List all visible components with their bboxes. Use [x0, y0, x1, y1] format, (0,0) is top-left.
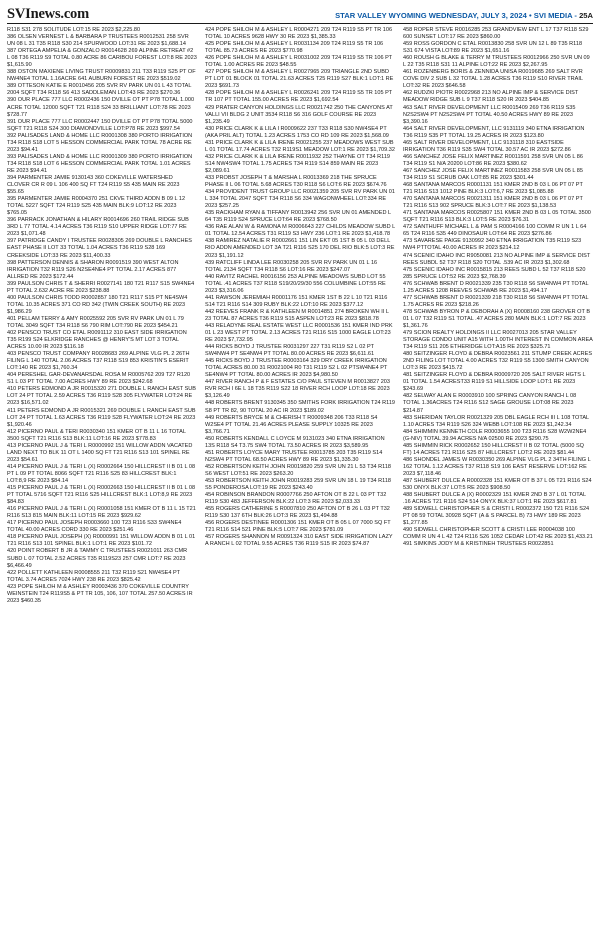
tax-listing-entry: 394 PARMENTER JAMIE 9130143 360 COKEVILLE WATERSHED CLOVER CR R 09 L 106 400 SQ FT T24 R119 S5 435 MAIN RE 2023 $55.65	[7, 174, 180, 196]
site-name: SVInews.com	[7, 6, 89, 22]
tax-listing-entry: 410 PETERS EDMOND A JR R0015320 271 DOUBLE L RANCH EAST SUB LOT 24 PT TOTAL 2.59 ACRES T36 R119 S28 305 FLYWATER LOT:24 RE 2023 $16,571.02	[7, 386, 196, 407]
tax-listing-entry: 487 SHUBERT DULCE A R0002328 151 KMER OT B 37 L 05 T21 R116 S24 530 ONYX BLK:37 LOT:5 RE 2023 $908.50	[403, 478, 592, 492]
tax-listing-entry: 466 SANCHEZ JOSE FELIX MARTINEZ R0011591 258 SVR UN 05 L 86 T34 R119 S1 N/A 20200 LOT:86 RE 2023 $380.62	[403, 153, 583, 167]
publication-name: STAR VALLEY WYOMING	[335, 11, 427, 20]
tax-listing-entry: 454 ROBINSON BRANDON R0007766 250 AFTON OT B 22 L 03 PT T32 R119 S30 483 JEFFERSON BLK:22 LOT:3 RE 2023 $2,033.33	[205, 492, 387, 506]
tax-listing-entry: 440 RAVITZ RACHEL R0016156 253 ALPINE MEADOWS SUBD LOT 55 TOTAL .41 ACRES T37 R118 S19/20/29/30 556 COLUMBINE LOT:55 RE 2023 $3,316.06	[205, 273, 386, 294]
tax-listing-entry: 462 RUDZKI PIOTR R0022968 213 NO ALPINE IMP & SERVICE DIST MEADOW RIDGE SUB L 9 T37 R118 S20 IR 2023 $404.85	[403, 90, 579, 104]
tax-listing-entry: 396 PARRACK JONATHAN & HILARY R0014696 260 TRAIL RIDGE SUB 3RD L 77 TOTAL 4.14 ACRES T36 R119 S10 UPPER RIDGE LOT:77 RE 2023 $1,071.48	[7, 217, 189, 238]
tax-listing-entry: 401 PELLAM TERRY & AMY R0025592 205 SVR RV PARK UN 01 L 79 TOTAL 3049 SQFT T34 R118 S6 790 RIM LOT:790 RE 2023 $454.21	[7, 315, 184, 329]
tax-listing-entry: 475 SCENIC IDAHO INC R0015815 213 REES SUBD L 52 T37 R118 S20 285 SPRUCE LOT:52 RE 2023 $2,768.39	[403, 266, 586, 280]
section-name: SVI MEDIA	[533, 11, 573, 20]
tax-listing-entry: 460 ROUSH G BLAKE & TERRY M TRUSTEES R0012966 250 SVR UN 09 L 22 T35 R118 S31 11 ALPINE LOT:22 RE 2023 $2,267.95	[403, 55, 590, 69]
column-3	[403, 27, 593, 605]
tax-listing-entry: 427 POPE SHILOH M & ASHLEY L R0027965 209 TRIANGLE 2ND SUBD PT LOT 01 BLOCK 01 TOTAL 21.63 ACRES T25 R119 S27 BLK:1 LOT:1 RE 2023 $691.73	[205, 69, 394, 90]
tax-listing-entry: 439 RATCLIFF LINDA LEE R0030258 205 SVR RV PARK UN 01 L 16 TOTAL 2134 SQFT T34 R118 S6 LOT:16 RE 2023 $247.07	[205, 259, 378, 273]
tax-listing-entry: 444 RICKS BOYD J TRUSTEE R0031297 227 T31 R119 S2 L 02 PT SW4NW4 PT SE4NW4 PT TOTAL 80.00 ACRES RE 2023 $6,611.61	[205, 344, 375, 358]
tax-listing-entry: 416 PICERNO PAUL J & TERI L (X) R0001058 151 KMER OT B 11 L 15 T21 R116 S13 815 MAIN BLK:11 LOT:15 RE 2023 $929.62	[7, 506, 196, 520]
tax-listing-entry: 433 PROBST JOSEPH T & MARSHA L R0013369 218 THE SPRUCE PHASE II L 06 TOTAL 5.68 ACRES T30 R118 S6 LOT:6 RE 2023 $674.76	[205, 174, 387, 189]
tax-listing-entry: 420 POINT ROBERT B JR & TAMMY C TRUSTEES R0021011 263 CMR SUBD L 07 TOTAL 2.52 ACRES T35 R119S23 257 CMR LOT:7 RE 2023 $6,466.49	[7, 548, 188, 569]
tax-listing-entry: 447 RIVER RANCH P & F ESTATES C/O PAUL STEVEN M R0013827 203 RVR RCH I 6E L 18 T35 R119 S22 18 RIVER RCH LOOP LOT:18 RE 2023 $3,126.49	[205, 379, 390, 400]
tax-listing-entry: 458 ROPER STEVE R0016285 253 GRANDVIEW ENT L 17 T37 R118 S29 600 SUNSET LOT:17 RE 2023 $860.00	[403, 27, 589, 41]
masthead	[7, 4, 593, 21]
column-2	[205, 27, 395, 605]
tax-listing-entry: 477 SCHWAB BRENT D R0021339 218 T30 R118 S6 SW4NW4 PT TOTAL 1.75 ACRES RE 2023 $218.26	[403, 294, 589, 308]
tax-listing-entry: 476 SCHWAB BRENT D R0021339 235 T30 R118 S6 SW4NW4 PT TOTAL 1.25 ACRES 1208 REEVES SCHWAB RE 2023 $1,494.17	[403, 280, 589, 294]
header-rule	[7, 23, 593, 24]
tax-listing-entry: 423 POPE SHILOH M & ASHLEY R0003436 370 COKEVILLE COUNTRY WEINSTEIN T24 R119S5 & PT TR 105, 106, 107 TOTAL 257.50 ACRES IR 2023 $460.35	[7, 583, 193, 604]
tax-listing-entry: 404 PERESHEL GAR-DEVANARSDAL ROSA M R0005762 209 T27 R120 S1 L 03 PT TOTAL 7.00 ACRES HWY 89 RE 2023 $242.68	[7, 372, 191, 386]
tax-listing-entry: 435 RACKHAM RYAN & TIFFANY R0013942 256 SVR UN 01 AMENDED L 64 T35 R119 S24 SPRUCE LOT:64 RE 2023 $768.50	[205, 210, 391, 224]
tax-listing-entry: 431 PRICE CLARK K & LILA IRENE R0021255 237 MEADOWS WEST SUB L 01 TOTAL 17.74 ACRES T32 R119S1 MEADOW LOT:1 RE 2023 $1,709.32	[205, 139, 395, 153]
tax-listing-entry: 386 OLSEN VERNEST L & BARBARA P TRUSTEES R0012531 258 SVR UN 08 L 31 T35 R118 S30 214 SPURWOOD LOT:31 RE 2023 $1,688.14	[7, 34, 189, 48]
tax-listing-entry: 411 PETERS EDMOND A JR R0015321 269 DOUBLE L RANCH EAST SUB LOT 24 PT TOTAL 1.63 ACRES T36 R119 S28 FLYWATER LOT:24 RE 2023 $1,920.46	[7, 407, 196, 428]
tax-listing-entry: 414 PICERNO PAUL J & TERI L (X) R0002664 150 HILLCREST II B 01 L 08 PT L 09 PT TOTAL 8066 SQFT T21 R116 S25 83 HILLCREST BLK:1 LOT:8,9 RE 2023 $84.14	[7, 463, 196, 484]
tax-listing-entry: 429 PRATER CANYON HOLDINGS LLC R0021742 250 THE CANYONS AT VALLI VII BLDG 2 UNIT 3534 R118 S6 316 GOLF COURSE RE 2023 $1,235.49	[205, 104, 393, 125]
tax-listing-entry: 461 ROZENBERG BORIS & ZENNIDA UNISA R0019685 269 SALT RVR COVE DIV 2 SUB L 32 TOTAL 1.28 ACRES T36 R119 S10 RIVER TRAIL LOT:32 RE 2023 $646.58	[403, 69, 583, 90]
tax-listing-entry: 467 SANCHEZ JOSE FELIX MARTINEZ R0011583 258 SVR UN 05 L 85 T34 R119 S1 SCRUB OAK LOT:85 RE 2023 $301.44	[403, 167, 583, 181]
tax-listing-entry: 436 RAE ALAN W & RAMONA M R0006643 227 CHILDS MEADOW SUBD L 01 TOTAL 12.54 ACRES T31 R119 S3 HWY 236 LOT:1 RE 2023 $1,418.78	[205, 224, 395, 238]
tax-listing-entry: 424 POPE SHILOH M & ASHLEY L R0004271 209 T24 R119 S5 PT TR 106 TOTAL 10 ACRES 9628 HWY 30 RE 2023 $1,385.33	[205, 27, 393, 41]
tax-listing-entry: 418 PICERNO PAUL JOSEPH (X) R0000991 151 WILLOW ADDN B 01 L 01 T21 R116 S13 101 SPINEL BLK:1 LOT:1 RE 2023 $101.72	[7, 534, 196, 548]
page-number: 25A	[579, 11, 593, 20]
column-1	[7, 27, 197, 605]
tax-listing-entry: 388 OSTON MAXIENE LIVING TRUST R0009831 211 T33 R119 S25 PT OF NW4NE4 TOTAL 1.16ACRE 641 AUBURN FOREST RE 2023 $519.02	[7, 69, 196, 83]
tax-listing-entry: 387 ORTEGA AMPELIA & GONZALO R0014628 269 ALPINE RETREAT #2 L 08 T36 R119 S9 TOTAL 0.80 ACRE 86 CARIBOU FOREST LOT:8 RE 2023 $1,615.90	[7, 48, 197, 69]
tax-listing-entry: 390 OUR PLACE 777 LLC R0002436 150 DVILLE OT PT P78 TOTAL 1.000 ACRE TOTAL 12000 SQFT T21 R118 S24 33 BRILLIANT LOT:78 RE 2023 $728.77	[7, 97, 195, 118]
tax-listing-entry: 402 PENSCO TRUST CO ETAL R0091112 310 EAST SIDE IRRIGATION T35 R199 S24 ELKRIDGE RANCHES @ HENRY'S MT LOT 3 TOTAL ACRES 10.00 IR 2023 $116.18	[7, 330, 187, 351]
tax-listing-entry: 481 SEITZINGER FLOYD & DEBRA R0009720 205 SALT RIVER HGTS L 01 TOTAL 1.54 ACREST33 R119 S1 HILLSIDE LOOP LOT:1 RE 2023 $243.69	[403, 372, 586, 393]
tax-listing-entry: 459 ROSS GORDON C ETAL R0013830 258 SVR UN 12 L 89 T35 R118 S31 674 VISTA LOT:89 RE 2023 $1,651.16	[403, 41, 583, 55]
tax-listing-entry: 426 POPE SHILOH M & ASHLEY L R0031002 209 T24 R119 S5 TR 106 PT TOTAL 1.00 ACRES RE 2023 $48.55	[205, 55, 393, 69]
tax-listing-entry: 473 SAVARESE PAIGE 9130992 340 ETNA IRRIGATION T35 R119 S23 NW4 PTTOTAL 40.00 ACRES IR 2023 $214.12	[403, 238, 582, 252]
tax-listing-entry: 397 PATRIDGE CANDY I TRUSTEE R0028305 269 DOUBLE L RANCHES EAST PHASE II LOT 33 TOTAL 1.04 ACRES T36 R119 S28 169 CREEKSIDE LOT:33 RE 2023 $11,400.33	[7, 238, 192, 259]
tax-listing-entry: 485 SHIMMIN RICK R0002652 150 HILLCREST II B 02 TOTAL (5000 SQ FT) 14 ACRES T21 R116 S25 87 HILLCREST LOT:2 RE 2023 $81.44	[403, 442, 584, 456]
tax-listing-entry: 463 SALT RIVER DEVELOPMENT LLC R0015409 269 T36 R119 S35 N2S2SW4 PT N2S2SW4 PT TOTAL 40.50 ACRES HWY 89 RE 2023 $3,390.16	[403, 104, 576, 125]
tax-listing-entry: 450 ROBERTS KENDALL C LOYCE M 9131023 340 ETNA IRRIGATION 13S R118 S4 T3.75 SW4 TOTAL 73.50 ACRES IR 2023 $3,589.95	[205, 435, 385, 449]
tax-listing-entry: 422 POLLETT KATHLEEN R0008555 211 T32 R119 S21 NW4SE4 PT TOTAL 3.74 ACRES 7024 HWY 238 RE 2023 $825.42	[7, 569, 180, 583]
tax-listing-entry: 471 SANTANA MARCOS R0025807 151 KMER 2ND B 03 L 05 TOTAL 3500 SQFT T21 R116 S13 BLK:3 LOT:5 RE 2023 $76.31	[403, 210, 591, 224]
tax-listing-entry: 479 SCION REALTY HOLDINGS II LLC R0027013 205 STAR VALLEY STORAGE CONDO UNIT A15 WITH 1.00TH INTEREST IN COMMON AREA T34 R119 S11 205 ETHERIDGE LOT:A15 RE 2023 $325.71	[403, 330, 593, 351]
tax-listing-entry: 448 ROBERTS BRENT 9130345 350 SMITHS FORK IRRIGATION T24 R119 S8 PT TR 82, 90 TOTAL 20 AC IR 2023 $189.02	[205, 400, 395, 414]
tax-listing-entry: 470 SANTANA MARCOS R0021311 151 KMER 2ND B 03 L 06 PT 07 PT T21 R116 S13 902 SPRUCE BLK:3 LOT:7 RE 2023 $1,138.53	[403, 196, 583, 210]
tax-listing-entry: 443 RELADYNE REAL ESTATE WEST LLC R0001536 151 KMER IND PRK 01 L 23 WEST PT TOTAL 2.13 ACRES T21 R116 S15 1000 EAGLE LOT:23 RE 2023 $7,732.95	[205, 322, 393, 344]
columns	[7, 27, 593, 605]
tax-listing-entry: 480 SEITZINGER FLOYD & DEBRA R0023561 211 STUMP CREEK ACRES 2ND FILING LOT TOTAL 4.00 ACRES T32 R119 S5 1300 SMITH CANYON LOT:3 RE 2023 $415.72	[403, 351, 593, 372]
tax-listing-entry: R118 S31 278 SOLITUDE LOT:15 RE 2023 $2,225.80	[7, 27, 141, 33]
tax-listing-entry: 441 RAWSON JEREMIAH R0001176 151 KMER 1ST B 22 L 10 T21 R116 S14 T21 R116 S14 309 RUBY BLK:22 LOT:10 RE 2023 $377.12	[205, 294, 388, 308]
tax-listing-entry: 489 SIDWELL CHRISTOPHER S & CRISTI L R0002372 150 T21 R116 S24 PT 08 59 TOTAL 30928 SQFT (A & S PARCEL B) 73 HWY 189 RE 2023 $1,277.85	[403, 506, 590, 527]
tax-listing-entry: 472 SANTHUFF MICHAEL L & PAM S R0004166 100 COMM R UN 1 L 64 65 T24 R116 S35 449 DINOSAUR LOT:64 RE 2023 $276.86	[403, 224, 587, 238]
tax-listing-entry: 398 PATTERSON DENNIS & SHARON R0091519 390 WEST ALTON IRRIGATION T32 R119 S26 N2SE4NE4 PT TOTAL 2.17 ACRES 877 ALLRED RE 2023 $172.44	[7, 259, 179, 280]
tax-listing-entry: 465 SALT RIVER DEVELOPMENT, LLC 9131118 310 EASTSIDE IRRIGATION T36 R119 S35 SW4 TOTAL 30.57 AC IR 2023 $272.86	[403, 139, 571, 153]
tax-listing-entry: 457 ROGERS SHANNON M R0091324 310 EAST SIDE IRRIGATION LAZY A RANCH L 02 TOTAL 9.55 ACRES T36 R119 S15 IR 2023 $74.87	[205, 534, 393, 548]
tax-listing-entry: 484 SHIMMIN KENNETH COLE R0003655 100 T23 R116 S28 W2W2NE4 (G-NIV) TOTAL 39.94 ACRES N/A 02500 RE 2023 $290.75	[403, 428, 587, 442]
tax-listing-entry: 488 SHUBERT DULCE A (X) R0002329 151 KMER 2ND B 37 L 01 TOTAL .16 ACRES T21 R116 S24 514 ONYX BLK:37 LOT:1 RE 2023 $617.81	[403, 492, 586, 506]
tax-listing-entry: 430 PRICE CLARK K & LILA I R0009622 237 T33 R118 S30 NW4SE4 PT (AKA PRIL ALT) TOTAL 1.23 ACRES 1753 CO RD 109 RE 2023 $1,568.09	[205, 125, 389, 139]
tax-listing-entry: 468 SANTANA MARCOS R0001131 151 KMER 2ND B 03 L 06 PT 07 PT T21 R116 S13 1012 PINE BLK:3 LOT:6,7 RE 2023 $1,085.88	[403, 182, 583, 196]
tax-listing-entry: 417 PICERNO PAUL JOSEPH R0003660 100 T23 R116 S33 SW4NE4 TOTAL 40.00 ACRES CORD 330 RE 2023 $251.46	[7, 520, 182, 534]
tax-listing-entry: 451 ROBERTS LOYCE MARY TRUSTEE R0013785 203 T35 R119 S14 N2SW4 PT TOTAL 68.50 ACRES HWY 89 RE 2023 $1,335.30	[205, 449, 383, 463]
tax-listing-entry: 428 POPE SHILOH M & ASHLEY L R0026241 209 T24 R119 S5 TR 105 PT TR 107 PT TOTAL 155.00 ACRES RE 2023 $1,692.54	[205, 90, 393, 104]
tax-listing-entry: 395 PARMENTER JAMIE R0004370 251 CKVE THIRD ADDN B 09 L 12 TOTAL 5227 SQFT T24 R119 S25 435 MAIN BLK:9 LOT:12 RE 2023 $765.05	[7, 196, 186, 217]
tax-listing-entry: 425 POPE SHILOH M & ASHLEY L R0031134 209 T24 R119 S5 TR 106 TOTAL 85.73 ACRES RE 2023 $770.98	[205, 41, 384, 55]
tax-listing-entry: 412 PICERNO PAUL & TERI R0030340 151 KMER OT B 11 L 16 TOTAL 3500 SQFT T21 R116 S13 BLK:11 LOT:16 RE 2023 $778.83	[7, 428, 186, 442]
tax-listing-entry: 455 ROGERS CATHERINE S R0007810 250 AFTON OT B 26 L 03 PT T32 R119 S30 137 6TH BLK:26 LOT:3 RE 2023 $1,494.88	[205, 506, 390, 520]
tax-listing-entry: 399 PAULSON CHRIS T & SHERRI R0027141 180 T21 R117 S15 SW4NE4 PT TOTAL 2.632 ACRE RE 2023 $238.88	[7, 280, 195, 294]
tax-listing-entry: 438 RAMIREZ NATALIE R R0002661 151 LIN EKT 05 1ST B 05 L 03 DELL RIO ADDN AMENDED LOT 3A T21 R116 S25 170 DEL RIO BLK:5 LOT:3 RE 2023 $1,191.12	[205, 238, 395, 259]
tax-listing-entry: 464 SALT RIVER DEVELOPMENT, LLC 9131119 340 ETNA IRRIGATION T36 R119 S35 PT TOTAL 19.25 ACRES IR 2023 $123.80	[403, 125, 585, 139]
tax-listing-entry: 456 ROGERS DESTINEE R0001306 151 KMER OT B 05 L 07 7000 SQ FT T21 R116 S14 521 PINE BLK:5 LOT:7 RE 2023 $781.09	[205, 520, 391, 534]
tax-listing-entry: 393 PALISADES LAND & HOME LLC R0001309 380 PORTO IRRIGATION T34 R118 S18 LOT 6 HESSON COMMERCIAL PARK TOTAL 1.01 ACRES RE 2023 $94.41	[7, 153, 193, 174]
tax-listing-entry: 478 SCHWAB BYRON P & DEBORAH A (X) R0008160 238 GROVER OT B 01 L 07 T32 R119 S1 TOTAL .47 ACRES 280 MAIN BLK:1 LOT:7 RE 2023 $1,361.76	[403, 308, 591, 329]
tax-listing-entry: 474 SCENIC IDAHO INC R9050081 213 NO ALPINE IMP & SERVICE DIST REES SUBDL 52 T37 R118 S20 TOTAL .539 AC IR 2023 $1,302.68	[403, 252, 591, 266]
running-header: STAR VALLEY WYOMING WEDNESDAY, JULY 3, 2024 • SVI MEDIA - 25A	[335, 11, 593, 20]
tax-listing-entry: 415 PICERNO PAUL J & TERI L (X) R0002663 150 HILLCREST II B 01 L 08 PT TOTAL 5716 SQFT T21 R116 S25 HILLCREST BLK:1 LOT:8,9 RE 2023 $84.83	[7, 485, 196, 506]
tax-listing-entry: 483 SHERIDAN TAYLOR R0021329 205 DBL EAGLE RCH III L 108 TOTAL 1.10 ACRES T34 R119 S26 324 WEBB LOT:108 RE 2023 $1,242.34	[403, 414, 589, 428]
tax-listing-entry: 442 REEVES FRANK R & KATHLEEN M R0014851 274 BROKEN WH II L 23 TOTAL 87 ACRES T36 R119 S15 ASPEN LOT:23 RE 2023 $818.78	[205, 308, 389, 322]
tax-listing-entry: 432 PRICE CLARK K & LILA IRENE R0011932 252 THAYNE OT T34 R119 S14 NW4SW4 TOTAL 1.75 ACRES T34 R119 S14 859 MAIN RE 2023 $2,089.61	[205, 153, 390, 174]
tax-listing-entry: 482 SELWAY ALAN E R0003910 100 SPRING CANYON RANCH L 08 TOTAL 1.36ACRES T24 R116 S12 SAGE GROUSE LOT:08 RE 2023 $214.87	[403, 393, 577, 414]
issue-date: WEDNESDAY, JULY 3, 2024	[428, 11, 527, 20]
tax-listing-entry: 391 OUR PLACE 777 LLC R0002447 150 DVILLE OT PT P78 TOTAL 5000 SQFT T21 R118 S24 300 DIAMONDVILLE LOT:P78 RE 2023 $997.54	[7, 118, 193, 132]
tax-listing-entry: 452 ROBERTSON KEITH JOHN R0019820 259 SVR UN 21 L 53 T34 R118 S6 WEST LOT:51 RE 2023 $263.20	[205, 463, 392, 477]
tax-listing-entry: 490 SIDWELL CHRISTOPHER SCOTT & CRISTI LEE R0004038 100 COMM R UN 4 L 42 T24 R116 S26 1052 CEDAR LOT:42 RE 2023 $1,433.21	[403, 527, 593, 541]
tax-listing-entry: 413 PICERNO PAUL J & TERI L R0000992 151 WILLOW ADDN VACATED LAND NEXT TO BLK 11 OT L 1400 SQ FT T21 R116 S13 101 SPINEL RE 2023 $54.61	[7, 442, 193, 463]
tax-listing-entry: 434 PROVIDENT TRUST GROUP LLC R0021359 205 SVR RV PARK UN 01 L 334 TOTAL 2047 SQFT T34 R118 S6 334 WAGONWHEEL LOT:334 RE 2023 $257.25	[205, 189, 395, 210]
tax-listing-entry: 400 PAULSON CHRIS TODD R0002857 180 T21 R117 S15 PT NE4SW4 TOTAL 10.35 ACRES 371 CO RD 342 (TWIN CREEK SOUTH) RE 2023 $1,986.29	[7, 294, 188, 315]
tax-listing-entry: 491 SIMKINS JODY M & KRISTINEH TRUSTEES R0022851	[403, 541, 554, 548]
tax-listing-entry: 445 RICKS BOYD J TRUSTEE R0003164 329 DRY CREEK IRRIGATION TOTAL ACRES 80.00 31 R0021004 R0 T31 R119 S2 L 02 PTSW4NE4 PT SE4NW4 PT TOTAL 80.00 ACRES IR 2023 $4,980.50	[205, 358, 388, 379]
tax-listing-entry: 449 ROBERTS BRYCE M & CHERISH T R0009348 206 T33 R118 S4 W2SE4 PT TOTAL 21.46 ACRES PLEASE SUPPLY 10325 RE 2023 $3,766.71	[205, 414, 378, 435]
tax-listing-entry: 389 OTTESON KATIE E R0010456 205 SVR RV PARK UN 01 L 43 TOTAL 2004 SQFT T34 R118 S6 413 SADDLEMAN LOT:43 RE 2023 $270.36	[7, 83, 192, 97]
tax-listing-entry: 453 ROBERTSON KEITH JOHN R0019283 259 SVR UN 18 L 19 T34 R118 S5 PONDEROSA LOT:19 RE 2023 $243.40	[205, 478, 392, 492]
tax-listing-entry: 403 PENSCO TRUST COMPANY R0028683 269 ALPINE VLG PL 2 26TH FILING L 140 TOTAL 2.06 ACRES T37 R118 S19 853 KRISTIN'S ESERIT LOT:140 RE 2023 $1,760.34	[7, 351, 190, 372]
tax-listing-entry: 392 PALISADES LAND & HOME LLC R0001308 380 PORTO IRRIGATION T34 R118 S18 LOT 5 HESSON COMMERCIAL PARK TOTAL 78 ACRE RE 2023 $94.41	[7, 132, 193, 153]
tax-listing-entry: 486 SHONDEL JAMES W R0030350 269 ALPINE VLG PL 2 34TH FILING L 162 TOTAL 1.12 ACRES T37 R118 S19 106 EAST RESERVE LOT:162 RE 2023 $7,118.46	[403, 456, 591, 477]
